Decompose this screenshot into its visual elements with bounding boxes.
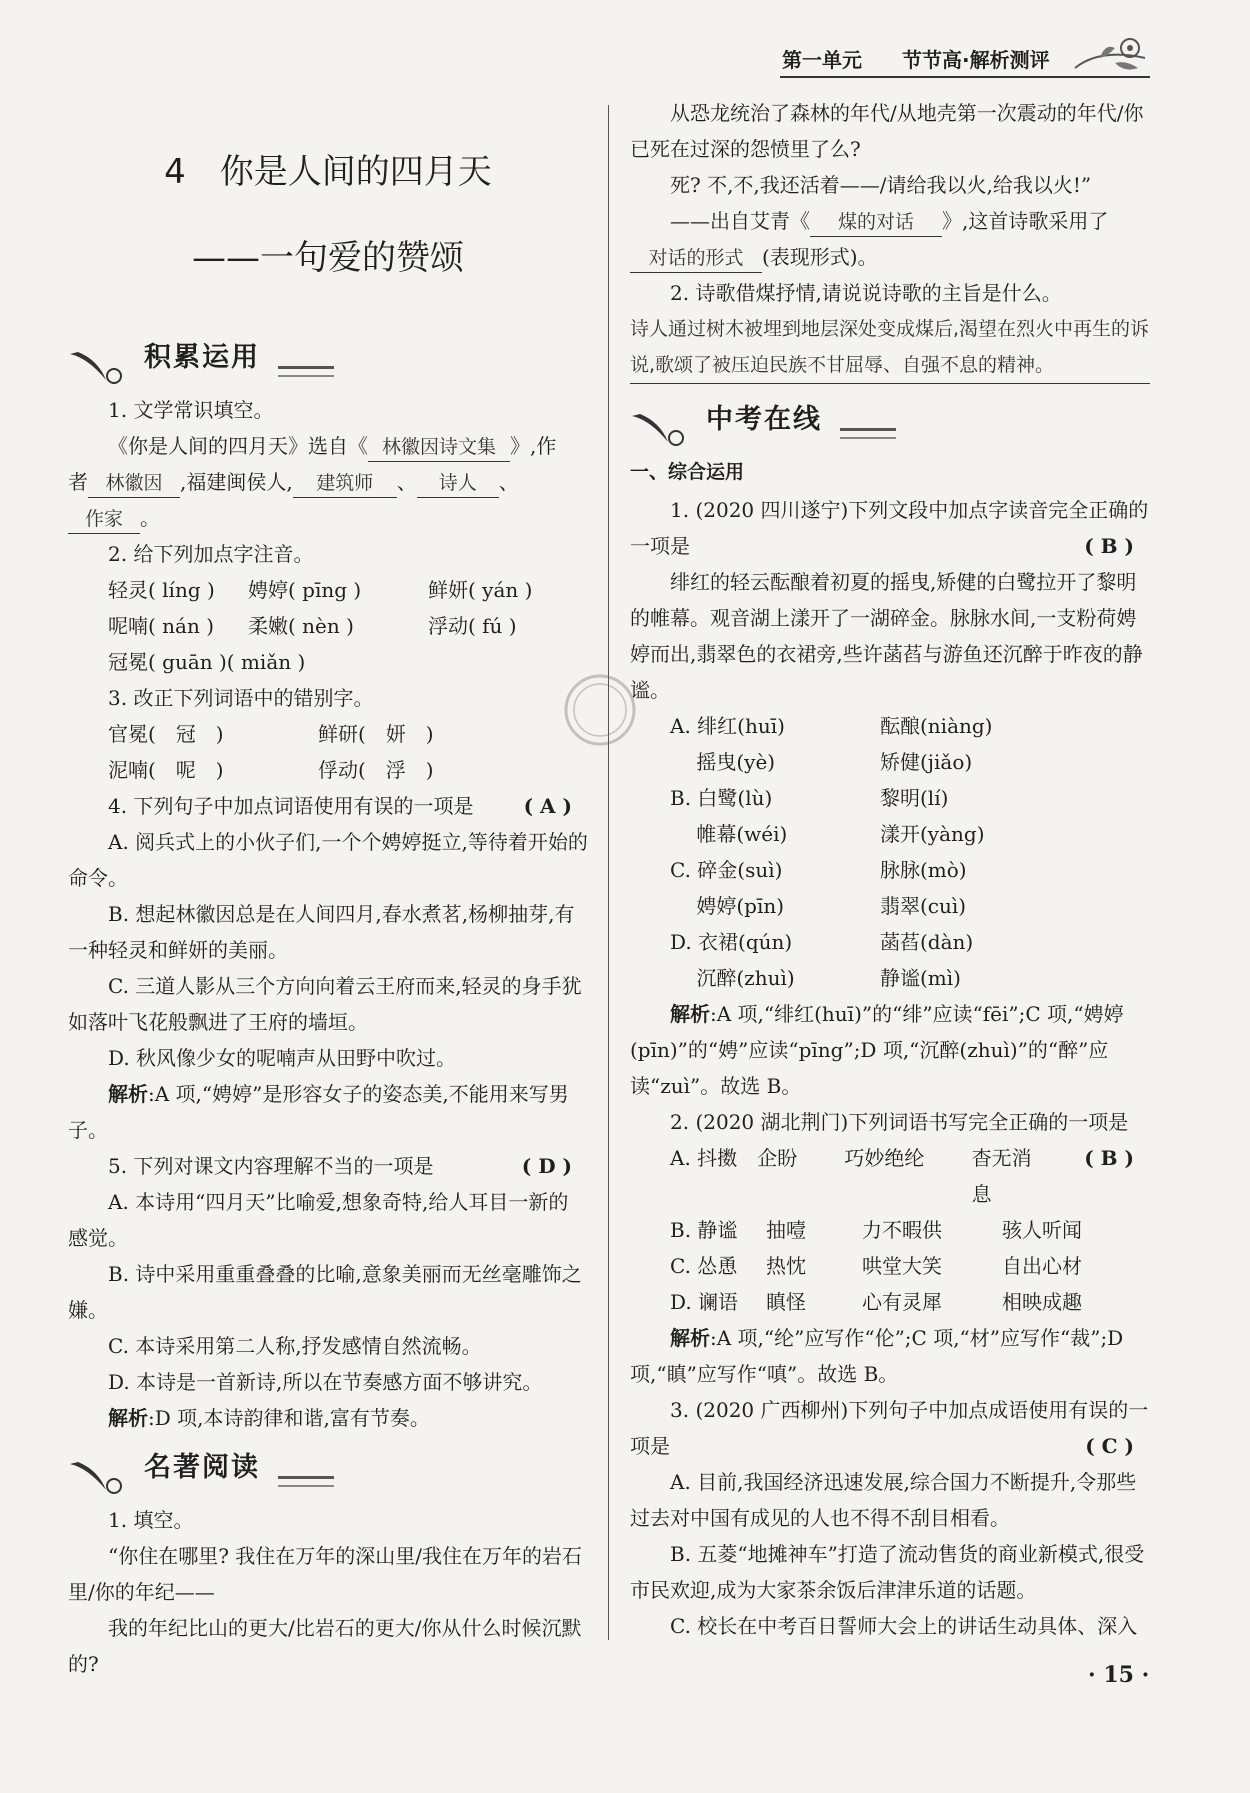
option-a: A. 阅兵式上的小伙子们,一个个娉婷挺立,等待着开始的命令。 <box>68 830 588 890</box>
pinyin-item: 冠冕( guān )( miǎn ) <box>108 650 306 674</box>
text: (表现形式)。 <box>762 245 878 269</box>
option-item: 热忱 <box>766 1254 806 1278</box>
option-d: D. 秋风像少女的呢喃声从田野中吹过。 <box>108 1046 457 1070</box>
lesson-title: 4 你是人间的四月天 <box>164 152 492 192</box>
unit-label: 第一单元 <box>782 48 862 72</box>
text: 者 <box>68 470 88 494</box>
option-item: A. 抖擞 <box>670 1146 738 1170</box>
option-item: 漾开(yàng) <box>880 822 985 846</box>
exam-question-3 <box>630 1392 1150 1464</box>
swoosh-icon <box>630 408 700 448</box>
text: ,福建闽侯人, <box>180 470 293 494</box>
analysis-label: 解析 <box>670 1326 710 1350</box>
option-row <box>670 1284 1150 1320</box>
poem-source <box>630 203 1150 239</box>
text: 》,这首诗歌采用了 <box>942 209 1109 233</box>
option-item: 黎明(lí) <box>880 786 949 810</box>
option-row <box>670 1140 1044 1212</box>
answer-blank: 作家 <box>68 505 140 534</box>
question-4 <box>68 788 588 824</box>
page-header <box>780 38 1150 78</box>
section-rule <box>278 366 334 377</box>
option-item: A. 绯红(huī) <box>670 714 785 738</box>
lesson-subtitle: ——一句爱的赞颂 <box>192 238 464 278</box>
classics-question-2: 2. 诗歌借煤抒情,请说说诗歌的主旨是什么。 <box>670 281 1062 305</box>
swoosh-icon <box>68 346 138 386</box>
option-item: B. 静谧 <box>670 1218 738 1242</box>
poem-excerpt: 从恐龙统治了森林的年代/从地壳第一次震动的年代/你已死在过深的怨愤里了么? <box>630 101 1144 161</box>
option-item: 心有灵犀 <box>862 1290 942 1314</box>
option-item: 翡翠(cuì) <box>880 894 967 918</box>
pinyin-item: 柔嫩( nèn ) <box>248 614 354 638</box>
option-item: 哄堂大笑 <box>862 1254 942 1278</box>
correction-row <box>108 752 588 788</box>
option-item: 相映成趣 <box>1002 1290 1082 1314</box>
option-item: 酝酿(niàng) <box>880 714 993 738</box>
option-item: B. 白鹭(lù) <box>670 786 773 810</box>
subsection-title: 一、综合运用 <box>630 461 745 483</box>
exam-question-1 <box>630 492 1150 564</box>
question-text: 3. (2020 广西柳州)下列句子中加点成语使用有误的一项是 <box>630 1398 1149 1458</box>
swoosh-icon <box>68 1456 138 1496</box>
answer-choice: ( A ) <box>523 794 572 818</box>
section-label: 中考在线 <box>706 404 822 435</box>
answer-choice: ( B ) <box>1084 1146 1134 1170</box>
watermark-stamp-icon <box>560 670 640 750</box>
answer-choice: ( D ) <box>521 1154 572 1178</box>
option-item: 静谧(mì) <box>880 966 961 990</box>
question-text: 1. (2020 四川遂宁)下列文段中加点字读音完全正确的一项是 <box>630 498 1149 558</box>
option-c: C. 本诗采用第二人称,抒发感情自然流畅。 <box>108 1334 482 1358</box>
answer-blank: 对话的形式 <box>630 244 762 273</box>
question-1-line-2 <box>68 464 588 500</box>
option-row <box>670 1212 1150 1248</box>
answer-blank: 林徽因 <box>88 469 180 498</box>
option-row <box>670 1248 1150 1284</box>
text: 》,作 <box>510 434 557 458</box>
option-d: D. 本诗是一首新诗,所以在节奏感方面不够讲究。 <box>108 1370 543 1394</box>
analysis <box>68 1400 588 1436</box>
option-c: C. 三道人影从三个方向向着云王府而来,轻灵的身手犹如落叶飞花般飘进了王府的墙垣。 <box>68 974 582 1034</box>
analysis-text: :A 项,“娉婷”是形容女子的姿态美,不能用来写男子。 <box>68 1082 569 1142</box>
option-item: D. 谰语 <box>670 1290 739 1314</box>
left-column <box>68 140 588 1682</box>
answer-line: 诗人通过树木被埋到地层深处变成煤后,渴望在烈火中再生的诉说,歌颂了被压迫民族不甘屈辱、自强不息的精神。 <box>630 311 1150 384</box>
correction-item: 泥喃( 呢 ) <box>108 758 224 782</box>
poem-excerpt: 死? 不,不,我还活着——/请给我以火,给我以火!” <box>670 173 1092 197</box>
pinyin-item: 呢喃( nán ) <box>108 614 215 638</box>
option-item: 沉醉(zhuì) <box>670 966 795 990</box>
option-c: C. 校长在中考百日誓师大会上的讲话生动具体、深入 <box>670 1614 1138 1638</box>
option-row <box>670 708 1150 744</box>
pinyin-item: 浮动( fú ) <box>428 614 517 638</box>
question-1-line-3 <box>68 500 588 536</box>
option-item: C. 碎金(suì) <box>670 858 783 882</box>
pinyin-item: 娉婷( pīng ) <box>248 578 362 602</box>
option-row <box>670 852 1150 888</box>
section-label: 积累运用 <box>144 342 260 373</box>
question-1-line-1 <box>68 428 588 464</box>
question-text: 4. 下列句子中加点词语使用有误的一项是 <box>108 794 474 818</box>
option-item: 杳无消息 <box>971 1146 1032 1206</box>
poem-source-cont <box>630 239 1150 275</box>
option-row <box>670 780 1150 816</box>
option-a: A. 本诗用“四月天”比喻爱,想象奇特,给人耳目一新的感觉。 <box>68 1190 569 1250</box>
analysis <box>630 996 1150 1104</box>
option-item: 脉脉(mò) <box>880 858 967 882</box>
right-column <box>630 95 1150 1644</box>
analysis <box>68 1076 588 1148</box>
analysis <box>630 1320 1150 1392</box>
option-item: 娉婷(pīn) <box>670 894 785 918</box>
section-label: 名著阅读 <box>144 1452 260 1483</box>
poem-excerpt: 我的年纪比山的更大/比岩石的更大/你从什么时候沉默的? <box>68 1616 582 1676</box>
section-header-classics <box>68 1450 588 1498</box>
answer-blank: 煤的对话 <box>810 208 942 237</box>
flower-decoration-icon <box>1070 28 1150 78</box>
analysis-label: 解析 <box>108 1406 148 1430</box>
analysis-text: :A 项,“绯红(huī)”的“绯”应读“fēi”;C 项,“娉婷(pīn)”的“娉”应读“pīng”;D 项,“沉醉(zhuì)”的“醉”应读“zuì”。故选 B。 <box>630 1002 1124 1098</box>
pinyin-row <box>108 572 588 608</box>
option-item: 帷幕(wéi) <box>670 822 788 846</box>
answer-choice: ( C ) <box>1085 1434 1134 1458</box>
option-a: A. 目前,我国经济迅速发展,综合国力不断提升,令那些过去对中国有成见的人也不得不刮目相看。 <box>630 1470 1137 1530</box>
text: 《你是人间的四月天》选自《 <box>108 434 368 458</box>
analysis-text: :D 项,本诗韵律和谐,富有节奏。 <box>148 1406 430 1430</box>
answer-blank: 建筑师 <box>293 469 397 498</box>
question-text: 5. 下列对课文内容理解不当的一项是 <box>108 1154 434 1178</box>
column-divider <box>608 105 609 1640</box>
correction-item: 官冕( 冠 ) <box>108 722 224 746</box>
text: 。 <box>140 506 160 530</box>
section-rule <box>840 428 896 439</box>
option-item: 自出心材 <box>1002 1254 1082 1278</box>
option-item: 巧妙绝纶 <box>844 1146 925 1170</box>
option-item: 菡萏(dàn) <box>880 930 974 954</box>
section-header-accumulation <box>68 340 588 388</box>
correction-item: 俘动( 浮 ) <box>318 758 434 782</box>
option-item: 企盼 <box>757 1146 798 1170</box>
option-row <box>670 960 1150 996</box>
question-5 <box>68 1148 588 1184</box>
answer-blank: 林徽因诗文集 <box>368 433 510 462</box>
analysis-text: :A 项,“纶”应写作“伦”;C 项,“材”应写作“裁”;D 项,“瞋”应写作“嗔”。故选 B。 <box>630 1326 1124 1386</box>
option-item: 摇曳(yè) <box>670 750 776 774</box>
option-item: 抽噎 <box>766 1218 806 1242</box>
pinyin-row <box>108 644 588 680</box>
option-row <box>670 924 1150 960</box>
option-row <box>670 816 1150 852</box>
text: 、 <box>396 470 417 494</box>
analysis-label: 解析 <box>670 1002 710 1026</box>
question-3: 3. 改正下列词语中的错别字。 <box>108 686 374 710</box>
question-1: 1. 文学常识填空。 <box>108 398 274 422</box>
option-b: B. 诗中采用重重叠叠的比喻,意象美丽而无丝毫雕饰之嫌。 <box>68 1262 582 1322</box>
option-item: 矫健(jiǎo) <box>880 750 973 774</box>
section-rule <box>278 1476 334 1487</box>
reading-passage: 绯红的轻云酝酿着初夏的摇曳,矫健的白鹭拉开了黎明的帷幕。观音湖上漾开了一湖碎金。脉脉水间,一支粉荷娉婷而出,翡翠色的衣裙旁,些许菡萏与游鱼还沉醉于昨夜的静谧。 <box>630 570 1143 702</box>
classics-question-1: 1. 填空。 <box>108 1508 194 1532</box>
page-number: · 15 · <box>1088 1662 1150 1688</box>
question-text: 2. (2020 湖北荆门)下列词语书写完全正确的一项是 <box>670 1110 1129 1134</box>
option-item: C. 怂恿 <box>670 1254 738 1278</box>
option-b: B. 五菱“地摊神车”打造了流动售货的商业新模式,很受市民欢迎,成为大家茶余饭后津津乐道的话题。 <box>630 1542 1145 1602</box>
text: 、 <box>498 470 519 494</box>
pinyin-item: 鲜妍( yán ) <box>428 578 533 602</box>
poem-excerpt: “你住在哪里? 我住在万年的深山里/我住在万年的岩石里/你的年纪—— <box>68 1544 583 1604</box>
option-row <box>670 888 1150 924</box>
option-item: D. 衣裙(qún) <box>670 930 793 954</box>
correction-item: 鲜研( 妍 ) <box>318 722 434 746</box>
analysis-label: 解析 <box>108 1082 148 1106</box>
pinyin-row <box>108 608 588 644</box>
answer-choice: ( B ) <box>1084 534 1134 558</box>
option-row <box>670 744 1150 780</box>
answer-blank: 诗人 <box>417 469 499 498</box>
question-2: 2. 给下列加点字注音。 <box>108 542 314 566</box>
correction-row <box>108 716 588 752</box>
option-item: 力不暇供 <box>862 1218 942 1242</box>
option-item: 瞋怪 <box>766 1290 806 1314</box>
section-header-exam <box>630 402 1150 450</box>
series-label: 节节高·解析测评 <box>902 48 1050 72</box>
pinyin-item: 轻灵( líng ) <box>108 578 215 602</box>
option-item: 骇人听闻 <box>1002 1218 1082 1242</box>
option-b: B. 想起林徽因总是在人间四月,春水煮茗,杨柳抽芽,有一种轻灵和鲜妍的美丽。 <box>68 902 575 962</box>
text: ——出自艾青《 <box>670 209 810 233</box>
